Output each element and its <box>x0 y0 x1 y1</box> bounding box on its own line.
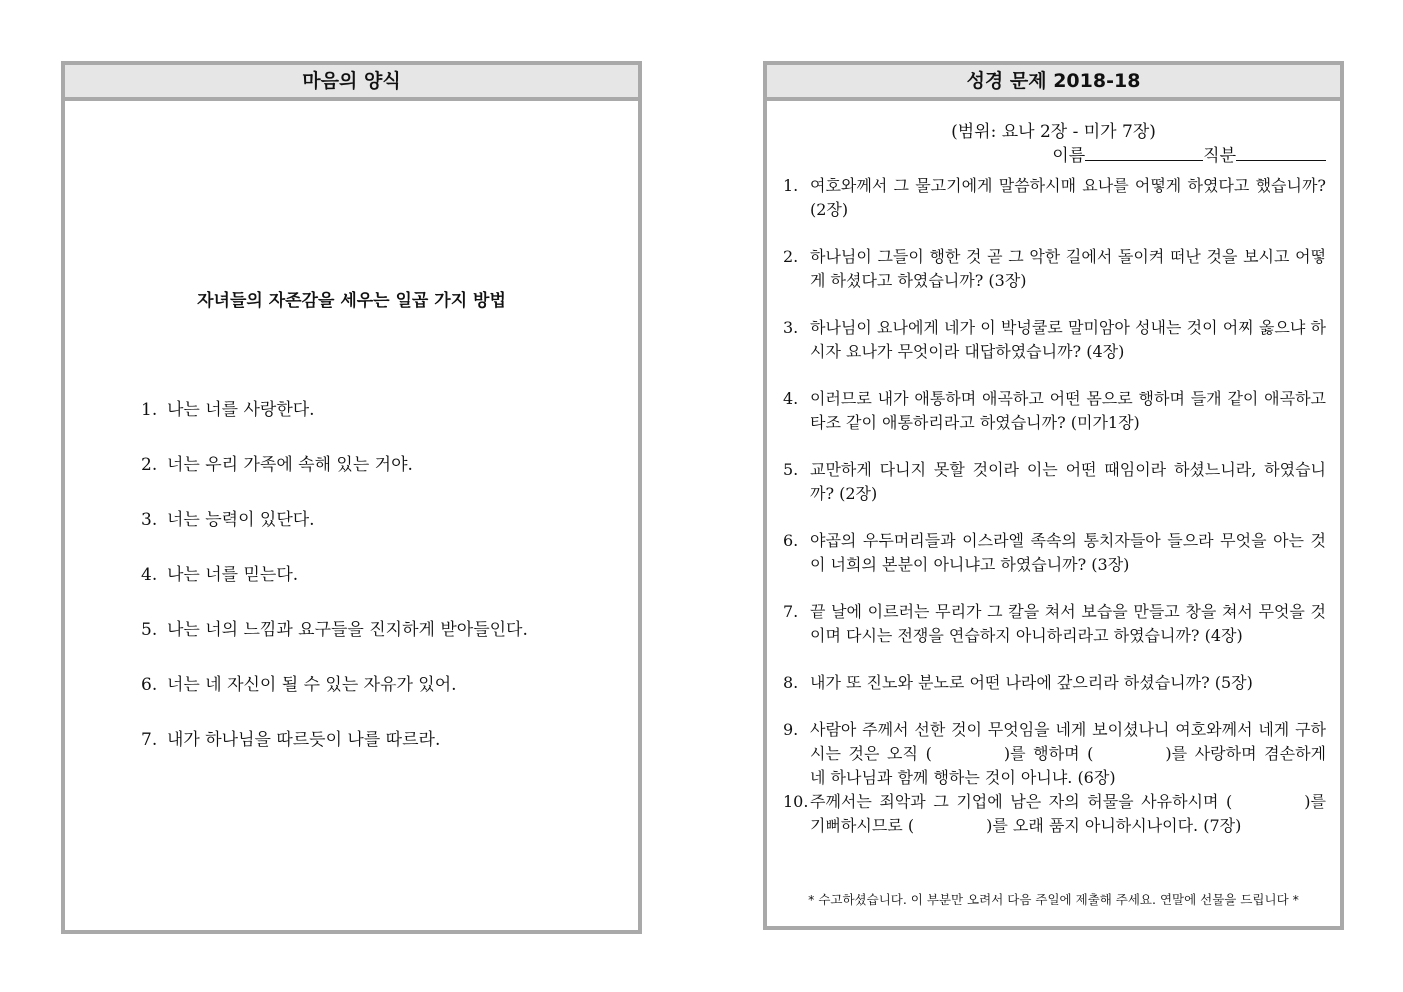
self-esteem-list <box>141 395 528 780</box>
question-item-10: 10. 주께서는 죄악과 그 기업에 남은 자의 허물을 사유하시며 ( )를 기뻐하시므로 ( )를 오래 품지 아니하시나이다. (7장) <box>783 792 1326 835</box>
question-item: 2. 하나님이 그들이 행한 것 곧 그 악한 길에서 돌이켜 떠난 것을 보시고 어떻게 하셨다고 하였습니까? (3장) <box>783 247 1326 290</box>
name-blank[interactable] <box>1085 143 1203 161</box>
list-item: 3. 너는 능력이 있단다. <box>141 510 315 530</box>
question-list <box>783 174 1326 838</box>
question-item-9: 9. 사람아 주께서 선한 것이 무엇임을 네게 보이셨나니 여호와께서 네게 구하시는 것은 오직 ( )를 행하며 ( )를 사랑하며 겸손하게 네 하나님과 함께 행하는 것이 아니냐. (6장) <box>783 720 1326 787</box>
left-panel <box>61 61 642 934</box>
list-item: 5. 나는 너의 느낌과 요구들을 진지하게 받아들인다. <box>141 620 528 640</box>
question-item: 3. 하나님이 요나에게 네가 이 박넝쿨로 말미암아 성내는 것이 어찌 옳으냐 하시자 요나가 무엇이라 대답하였습니까? (4장) <box>783 318 1326 361</box>
list-item: 6. 너는 네 자신이 될 수 있는 자유가 있어. <box>141 675 457 695</box>
right-panel-header: 성경 문제 2018-18 <box>767 65 1340 101</box>
question-item: 8. 내가 또 진노와 분노로 어떤 나라에 갚으리라 하셨습니까? (5장) <box>783 673 1253 692</box>
name-label: 이름 <box>1052 146 1086 166</box>
position-label: 직분 <box>1203 146 1236 166</box>
right-panel <box>763 61 1344 930</box>
question-item: 7. 끝 날에 이르러는 무리가 그 칼을 쳐서 보습을 만들고 창을 쳐서 무엇을 것이며 다시는 전쟁을 연습하지 아니하리라고 하였습니까? (4장) <box>783 602 1326 645</box>
name-position-line <box>1052 141 1326 166</box>
list-item: 7. 내가 하나님을 따르듯이 나를 따르라. <box>141 730 441 750</box>
question-item: 5. 교만하게 다니지 못할 것이라 이는 어떤 때임이라 하셨느니라, 하였습니까? (2장) <box>783 460 1326 503</box>
scope-line: (범위: 요나 2장 - 미가 7장) <box>951 122 1156 142</box>
question-item: 6. 야곱의 우두머리들과 이스라엘 족속의 통치자들아 들으라 무엇을 아는 것이 너희의 본분이 아니냐고 하였습니까? (3장) <box>783 531 1326 574</box>
list-item: 4. 나는 너를 믿는다. <box>141 565 299 585</box>
question-item: 1. 여호와께서 그 물고기에게 말씀하시매 요나를 어떻게 하였다고 했습니까? (2장) <box>783 176 1326 219</box>
left-title: 자녀들의 자존감을 세우는 일곱 가지 방법 <box>197 291 506 311</box>
question-item: 4. 이러므로 내가 애통하며 애곡하고 어떤 몸으로 행하며 들개 같이 애곡하고 타조 같이 애통하리라고 하였습니까? (미가1장) <box>783 389 1326 432</box>
position-blank[interactable] <box>1236 143 1326 161</box>
list-item: 2. 너는 우리 가족에 속해 있는 거야. <box>141 455 413 475</box>
footnote: * 수고하셨습니다. 이 부분만 오려서 다음 주일에 제출해 주세요. 연말에 선물을 드립니다 * <box>808 892 1299 907</box>
list-item: 1. 나는 너를 사랑한다. <box>141 400 315 420</box>
left-panel-header: 마음의 양식 <box>65 65 638 101</box>
